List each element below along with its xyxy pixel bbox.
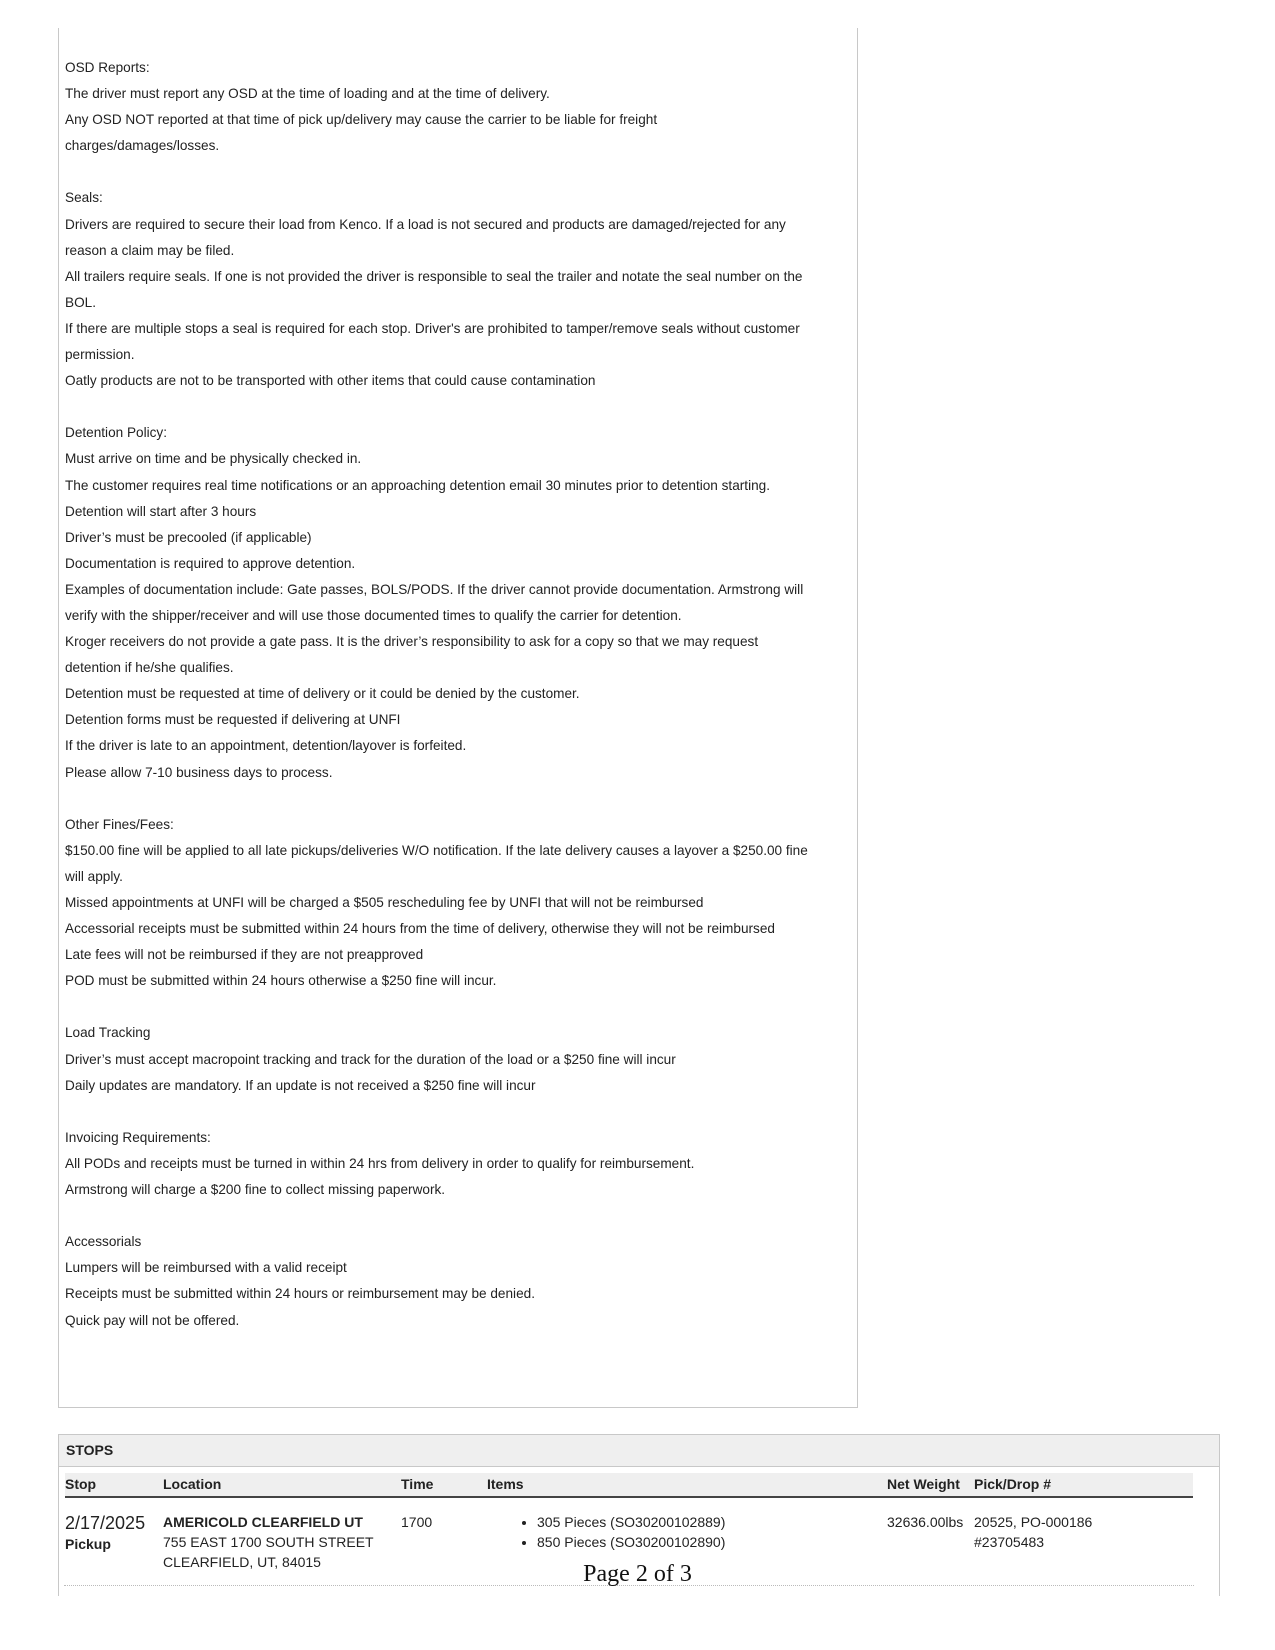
column-header-stop: Stop xyxy=(65,1473,163,1497)
terms-text-block xyxy=(65,55,855,1334)
terms-line: Detention Policy: xyxy=(65,425,168,441)
terms-line: Detention must be requested at time of delivery or it could be denied by the customer. xyxy=(65,686,580,702)
terms-line: Daily updates are mandatory. If an update is not received a $250 fine will incur xyxy=(65,1077,536,1093)
terms-line: Please allow 7-10 business days to process. xyxy=(65,764,333,780)
list-item: • 305 Pieces (SO30200102889) xyxy=(537,1512,887,1532)
terms-line: Missed appointments at UNFI will be charged a $505 rescheduling fee by UNFI that will not be reimbursed xyxy=(65,895,704,910)
terms-line: permission. xyxy=(65,347,135,363)
stops-table xyxy=(65,1473,1193,1572)
column-header-time: Time xyxy=(401,1473,487,1497)
terms-line: Load Tracking xyxy=(65,1025,151,1041)
terms-line: Other Fines/Fees: xyxy=(65,816,174,832)
blank-line xyxy=(65,786,855,812)
terms-line: detention if he/she qualifies. xyxy=(65,660,234,676)
terms-line: POD must be submitted within 24 hours otherwise a $250 fine will incur. xyxy=(65,973,497,989)
column-header-pick-drop: Pick/Drop # xyxy=(974,1473,1193,1497)
stops-title: STOPS xyxy=(59,1435,1219,1467)
blank-line xyxy=(65,1099,855,1125)
terms-line: Accessorials xyxy=(65,1234,142,1250)
terms-line: will apply. xyxy=(65,868,123,884)
terms-line: If the driver is late to an appointment, detention/layover is forfeited. xyxy=(65,738,467,754)
terms-line: $150.00 fine will be applied to all late pickups/deliveries W/O notification. If the late delivery causes a layover a $250.00 fine xyxy=(65,842,808,858)
terms-line: Drivers are required to secure their load from Kenco. If a load is not secured and products are damaged/rejected for any xyxy=(65,216,786,232)
terms-line: All trailers require seals. If one is not provided the driver is responsible to seal the trailer and notate the seal number on the xyxy=(65,268,803,284)
blank-line xyxy=(65,994,855,1020)
terms-line: OSD Reports: xyxy=(65,60,150,75)
pick-drop-line1: 20525, PO-000186 xyxy=(974,1514,1093,1530)
list-item: • 850 Pieces (SO30200102890) xyxy=(537,1532,887,1552)
terms-line: All PODs and receipts must be turned in within 24 hrs from delivery in order to qualify for reimbursement. xyxy=(65,1155,695,1171)
terms-line: Driver’s must be precooled (if applicable) xyxy=(65,529,312,545)
terms-line: Documentation is required to approve detention. xyxy=(65,555,356,571)
terms-line: Invoicing Requirements: xyxy=(65,1129,211,1145)
page-number: Page 2 of 3 xyxy=(583,1561,692,1587)
terms-line: verify with the shipper/receiver and will use those documented times to qualify the carrier for detention. xyxy=(65,607,682,623)
terms-line: If there are multiple stops a seal is required for each stop. Driver's are prohibited to tamper/remove seals without customer xyxy=(65,320,800,336)
location-address-line2: CLEARFIELD, UT, 84015 xyxy=(163,1554,321,1570)
terms-line: The customer requires real time notifications or an approaching detention email 30 minutes prior to detention starting. xyxy=(65,477,770,493)
terms-line: Armstrong will charge a $200 fine to collect missing paperwork. xyxy=(65,1182,446,1198)
location-address-line1: 755 EAST 1700 SOUTH STREET xyxy=(163,1534,374,1550)
column-header-items: Items xyxy=(487,1473,887,1497)
terms-line: The driver must report any OSD at the time of loading and at the time of delivery. xyxy=(65,86,550,102)
terms-line: BOL. xyxy=(65,294,96,310)
terms-line: Accessorial receipts must be submitted within 24 hours from the time of delivery, otherwise they will not be reimbursed xyxy=(65,921,775,937)
blank-line xyxy=(65,394,855,420)
items-list xyxy=(487,1512,887,1552)
terms-line: reason a claim may be filed. xyxy=(65,242,235,258)
pick-drop-line2: #23705483 xyxy=(974,1534,1045,1550)
net-weight-cell: 32636.00lbs xyxy=(887,1514,964,1530)
time-cell: 1700 xyxy=(401,1514,433,1530)
terms-line: Seals: xyxy=(65,190,103,206)
terms-line: Late fees will not be reimbursed if they are not preapproved xyxy=(65,947,424,963)
terms-line: charges/damages/losses. xyxy=(65,138,220,154)
stop-type: Pickup xyxy=(65,1536,111,1552)
terms-line: Examples of documentation include: Gate passes, BOLS/PODS. If the driver cannot provide documentation. Armstrong will xyxy=(65,581,804,597)
terms-line: Driver’s must accept macropoint tracking and track for the duration of the load or a $250 fine will incur xyxy=(65,1051,676,1067)
stops-header-row xyxy=(65,1473,1193,1497)
terms-line: Quick pay will not be offered. xyxy=(65,1312,240,1328)
terms-line: Receipts must be submitted within 24 hours or reimbursement may be denied. xyxy=(65,1286,535,1302)
terms-line: Kroger receivers do not provide a gate pass. It is the driver’s responsibility to ask for a copy so that we may request xyxy=(65,634,759,650)
column-header-net-weight: Net Weight xyxy=(887,1473,974,1497)
stop-date: 2/17/2025 xyxy=(65,1513,146,1533)
terms-line: Detention will start after 3 hours xyxy=(65,503,257,519)
terms-line: Oatly products are not to be transported with other items that could cause contamination xyxy=(65,373,596,389)
blank-line xyxy=(65,1203,855,1229)
terms-line: Detention forms must be requested if delivering at UNFI xyxy=(65,712,401,728)
blank-line xyxy=(65,159,855,185)
terms-line: Must arrive on time and be physically checked in. xyxy=(65,451,362,467)
terms-line: Lumpers will be reimbursed with a valid receipt xyxy=(65,1260,347,1276)
terms-line: Any OSD NOT reported at that time of pick up/delivery may cause the carrier to be liable for freight xyxy=(65,112,658,128)
location-name: AMERICOLD CLEARFIELD UT xyxy=(163,1514,363,1530)
column-header-location: Location xyxy=(163,1473,401,1497)
